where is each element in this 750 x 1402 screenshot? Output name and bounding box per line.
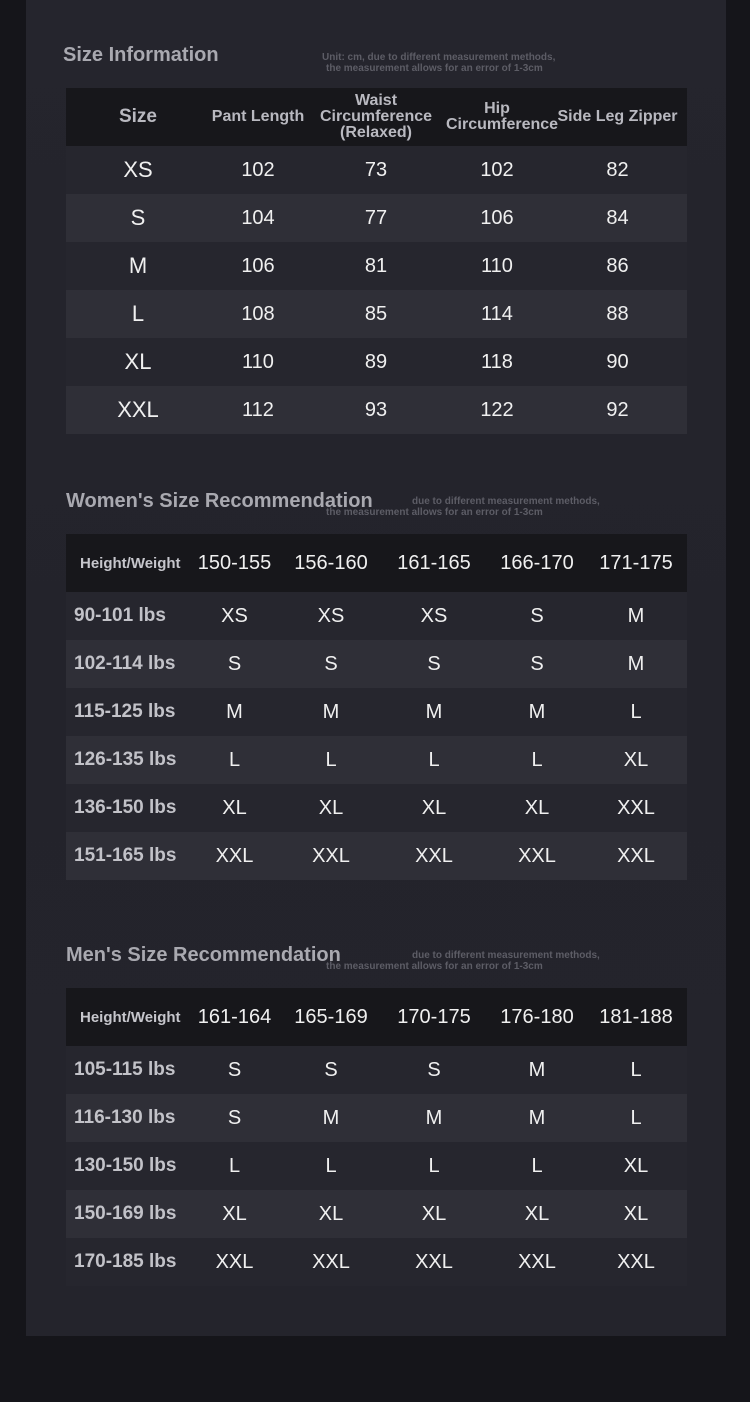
- table-cell: M: [528, 1058, 546, 1081]
- table-cell: S: [227, 652, 242, 675]
- table-cell: S: [324, 652, 338, 675]
- table-cell: XXL: [215, 1250, 254, 1273]
- table-cell: L: [325, 748, 337, 771]
- table-cell: L: [228, 1154, 241, 1177]
- note-line-2: the measurement allows for an error of 1-3cm: [326, 507, 543, 518]
- table-cell: 116-130 lbs: [74, 1107, 176, 1128]
- table-cell: L: [325, 1154, 337, 1177]
- table-cell: 112: [242, 398, 274, 421]
- table-cell: XL: [524, 1202, 550, 1225]
- table-row: [66, 640, 687, 688]
- table-cell: XL: [222, 796, 247, 819]
- table-row: [66, 290, 687, 338]
- table-cell: 115-125 lbs: [74, 701, 176, 722]
- mens-recommendation-note: [326, 950, 600, 972]
- size-information-title: Size Information: [63, 44, 219, 66]
- womens-recommendation-title: Women's Size Recommendation: [66, 490, 373, 512]
- header-cell: 176-180: [500, 1005, 574, 1028]
- table-cell: XL: [623, 1202, 649, 1225]
- note-line-2: the measurement allows for an error of 1-3cm: [326, 63, 543, 74]
- table-cell: 85: [364, 302, 388, 325]
- header-cell: 166-170: [500, 551, 574, 574]
- table-cell: 130-150 lbs: [74, 1155, 177, 1176]
- table-cell: 90-101 lbs: [74, 605, 166, 626]
- table-cell: 93: [364, 398, 388, 421]
- table-cell: L: [630, 1058, 642, 1081]
- table-cell: XL: [623, 1154, 649, 1177]
- table-cell: XXL: [518, 1250, 556, 1273]
- table-row: [66, 1190, 687, 1238]
- table-cell: 88: [606, 302, 629, 325]
- table-cell: 151-165 lbs: [74, 845, 177, 866]
- table-cell: M: [627, 604, 645, 627]
- table-cell: 106: [480, 206, 514, 229]
- table-cell: L: [531, 748, 543, 771]
- table-cell: XL: [421, 1202, 447, 1225]
- table-cell: 82: [606, 158, 629, 181]
- table-cell: M: [627, 652, 645, 675]
- table-cell: S: [130, 205, 146, 230]
- table-cell: 102: [241, 158, 275, 181]
- table-cell: XS: [420, 604, 448, 627]
- womens-recommendation-note: [326, 496, 600, 518]
- header-cell: 150-155: [197, 551, 272, 574]
- table-cell: XXL: [415, 844, 453, 867]
- header-cell: Side Leg Zipper: [557, 108, 678, 125]
- table-cell: 110: [481, 254, 513, 277]
- note-line-2: the measurement allows for an error of 1-3cm: [326, 961, 543, 972]
- header-cell: 181-188: [599, 1005, 673, 1028]
- table-row: [66, 1094, 687, 1142]
- table-row: [66, 1142, 687, 1190]
- table-cell: L: [630, 700, 642, 723]
- table-cell: XL: [318, 1202, 344, 1225]
- table-cell: XL: [623, 748, 649, 771]
- table-cell: XXL: [617, 1250, 655, 1273]
- table-cell: XXL: [312, 1250, 350, 1273]
- size-information-table: [66, 88, 687, 434]
- mens-recommendation-table: [66, 988, 687, 1286]
- table-cell: XS: [221, 604, 248, 627]
- table-cell: M: [322, 1106, 340, 1129]
- table-cell: XL: [421, 796, 447, 819]
- table-cell: 105-115 lbs: [74, 1059, 176, 1080]
- header-cell: 161-164: [197, 1005, 272, 1028]
- table-cell: 89: [364, 350, 388, 373]
- table-row: [66, 242, 687, 290]
- header-cell: 161-165: [397, 551, 471, 574]
- table-cell: 86: [606, 254, 629, 277]
- table-cell: 170-185 lbs: [74, 1251, 177, 1272]
- table-cell: 84: [606, 206, 629, 229]
- table-cell: S: [324, 1058, 338, 1081]
- table-cell: XL: [222, 1202, 247, 1225]
- table-cell: 126-135 lbs: [74, 749, 177, 770]
- table-row: [66, 832, 687, 880]
- table-cell: L: [131, 301, 145, 326]
- table-cell: S: [427, 652, 441, 675]
- header-cell: 171-175: [599, 551, 673, 574]
- table-cell: M: [528, 700, 546, 723]
- header-cell: 165-169: [294, 1005, 368, 1028]
- table-cell: 136-150 lbs: [74, 797, 177, 818]
- note-line-1: due to different measurement methods,: [412, 496, 600, 507]
- table-cell: XXL: [415, 1250, 453, 1273]
- table-cell: 77: [364, 206, 388, 229]
- table-cell: L: [228, 748, 241, 771]
- table-row: [66, 784, 687, 832]
- womens-recommendation-table: [66, 534, 687, 880]
- table-cell: XXL: [117, 397, 159, 422]
- table-cell: M: [226, 700, 243, 723]
- table-row: [66, 1238, 687, 1286]
- table-cell: M: [128, 253, 148, 278]
- table-cell: 114: [481, 302, 513, 325]
- table-cell: XXL: [617, 796, 655, 819]
- table-cell: S: [530, 604, 544, 627]
- table-cell: 73: [364, 158, 388, 181]
- table-cell: 104: [241, 206, 275, 229]
- table-cell: XL: [524, 796, 550, 819]
- table-cell: 122: [480, 398, 514, 421]
- table-cell: XL: [318, 796, 344, 819]
- header-cell: Size: [118, 106, 158, 127]
- table-cell: 102: [480, 158, 514, 181]
- header-cell: Height/Weight: [80, 1008, 181, 1026]
- header-cell: Height/Weight: [80, 554, 181, 572]
- table-cell: L: [531, 1154, 543, 1177]
- table-cell: 118: [481, 350, 513, 373]
- header-cell: 156-160: [294, 551, 368, 574]
- table-cell: M: [425, 700, 443, 723]
- table-cell: XXL: [312, 844, 350, 867]
- table-row: [66, 386, 687, 434]
- table-row: [66, 338, 687, 386]
- size-information-note: [322, 52, 555, 74]
- table-row: [66, 688, 687, 736]
- table-cell: M: [425, 1106, 443, 1129]
- table-cell: XL: [124, 349, 152, 374]
- table-cell: XXL: [617, 844, 655, 867]
- table-cell: M: [528, 1106, 546, 1129]
- table-cell: XS: [123, 157, 153, 182]
- table-cell: 102-114 lbs: [74, 653, 176, 674]
- table-header-row: [66, 88, 687, 146]
- table-row: [66, 194, 687, 242]
- table-row: [66, 736, 687, 784]
- table-row: [66, 592, 687, 640]
- header-cell: Waist Circumference (Relaxed): [319, 92, 433, 141]
- table-cell: 106: [241, 254, 275, 277]
- note-line-1: due to different measurement methods,: [412, 950, 600, 961]
- mens-recommendation-title: Men's Size Recommendation: [66, 944, 341, 966]
- table-cell: S: [427, 1058, 441, 1081]
- table-cell: 108: [241, 302, 275, 325]
- table-row: [66, 146, 687, 194]
- note-line-1: Unit: cm, due to different measurement methods,: [322, 52, 556, 63]
- table-cell: S: [530, 652, 544, 675]
- table-cell: S: [227, 1058, 242, 1081]
- table-cell: 92: [606, 398, 629, 421]
- table-header-row: [66, 988, 687, 1046]
- table-cell: M: [322, 700, 340, 723]
- table-cell: S: [227, 1106, 242, 1129]
- table-cell: 110: [242, 350, 274, 373]
- header-cell: 170-175: [397, 1005, 471, 1028]
- table-cell: L: [630, 1106, 642, 1129]
- table-header-row: [66, 534, 687, 592]
- table-cell: L: [428, 748, 440, 771]
- table-cell: XXL: [518, 844, 556, 867]
- table-cell: 90: [606, 350, 629, 373]
- table-cell: 81: [364, 254, 388, 277]
- table-cell: XXL: [215, 844, 254, 867]
- table-cell: L: [428, 1154, 440, 1177]
- table-row: [66, 1046, 687, 1094]
- table-cell: 150-169 lbs: [74, 1203, 177, 1224]
- header-cell: Hip Circumference: [446, 100, 559, 133]
- header-cell: Pant Length: [211, 108, 305, 125]
- table-cell: XS: [317, 604, 345, 627]
